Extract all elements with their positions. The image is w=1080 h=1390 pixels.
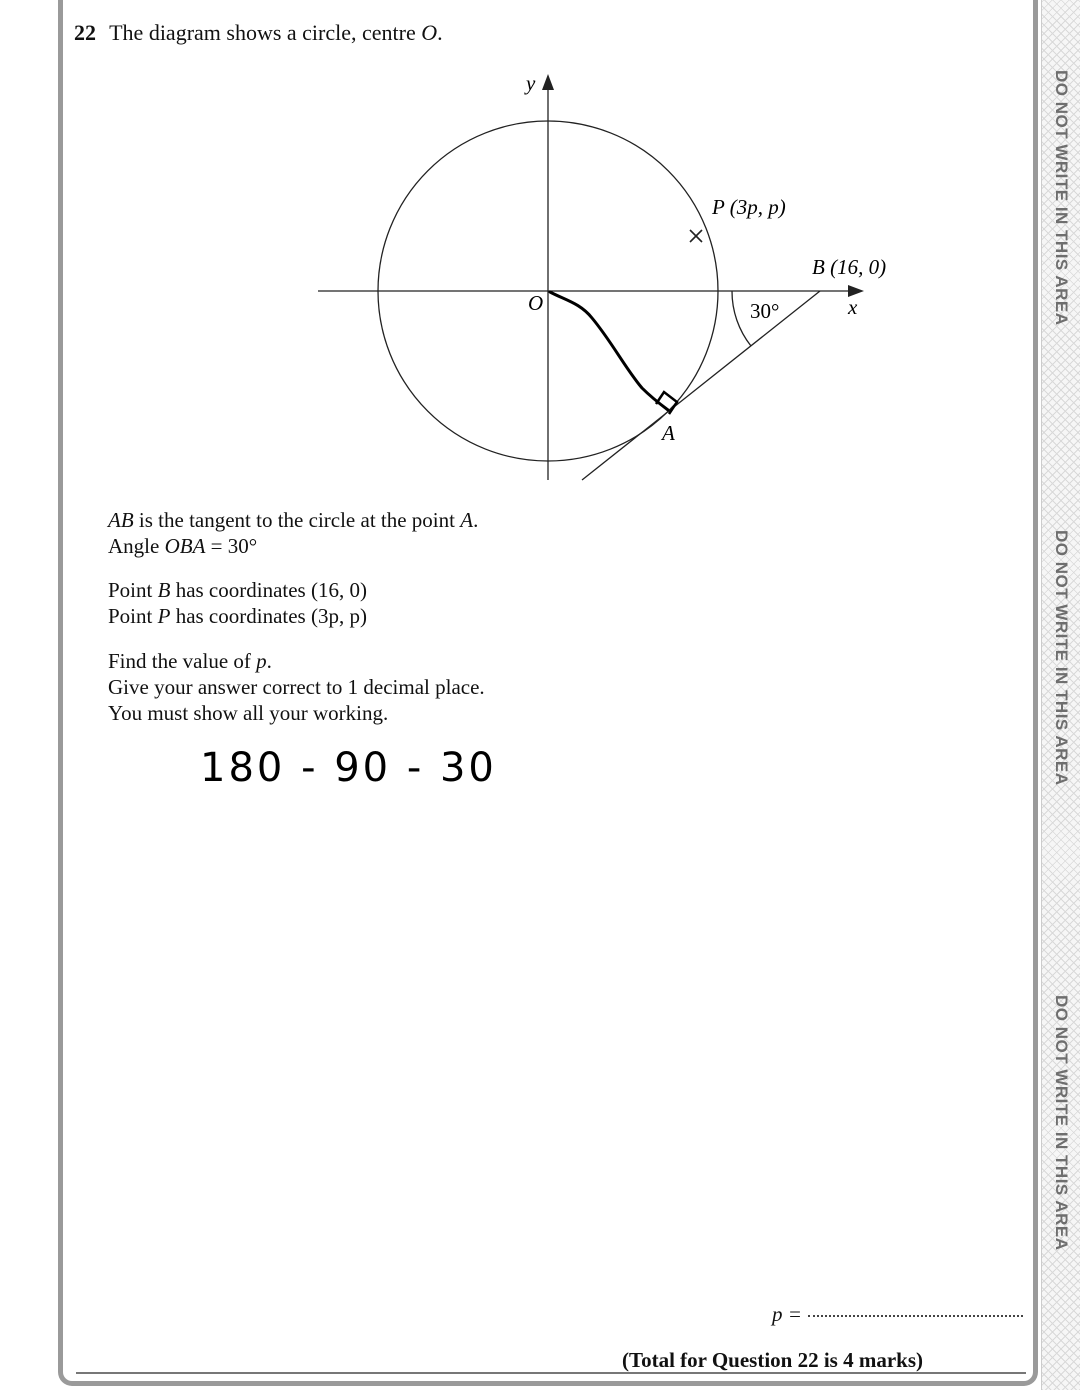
- question-heading: [74, 20, 443, 46]
- margin-warning-3: DO NOT WRITE IN THIS AREA: [1052, 995, 1071, 1251]
- circle-diagram: [300, 66, 920, 496]
- instruction-decimal: Give your answer correct to 1 decimal place.: [108, 675, 485, 699]
- statement-point-P: Point P has coordinates (3p, p): [108, 604, 367, 628]
- instruction-working: You must show all your working.: [108, 701, 389, 725]
- total-marks: (Total for Question 22 is 4 marks): [622, 1348, 924, 1372]
- given-statements: [108, 507, 478, 559]
- point-P-label: P (3p, p): [712, 195, 786, 219]
- margin-warning-2: DO NOT WRITE IN THIS AREA: [1052, 530, 1071, 786]
- answer-dotted-line[interactable]: [808, 1315, 1023, 1317]
- origin-label: O: [528, 291, 544, 315]
- question-number: 22: [74, 20, 96, 45]
- statement-angle: Angle OBA = 30°: [108, 534, 258, 558]
- answer-line[interactable]: [772, 1302, 1023, 1327]
- question-intro: The diagram shows a circle, centre: [109, 20, 422, 45]
- instructions: [108, 648, 485, 726]
- answer-label: p =: [772, 1302, 802, 1326]
- point-B-label: B (16, 0): [812, 255, 887, 279]
- y-axis-arrow-icon: [542, 74, 554, 90]
- total-rule: [76, 1372, 1026, 1374]
- statement-point-B: Point B has coordinates (16, 0): [108, 578, 367, 602]
- margin-warning-1: DO NOT WRITE IN THIS AREA: [1052, 70, 1071, 326]
- y-axis-label: y: [526, 71, 536, 95]
- point-statements: [108, 577, 367, 629]
- x-axis-label: x: [848, 295, 858, 319]
- question-intro-var: O: [421, 20, 438, 45]
- statement-tangent: AB is the tangent to the circle at the point A.: [108, 508, 479, 532]
- angle-arc: [732, 291, 751, 346]
- handwritten-radius-OA: [550, 292, 668, 410]
- point-A-label: A: [662, 421, 675, 445]
- angle-label: 30°: [750, 299, 780, 323]
- question-intro-end: .: [437, 20, 443, 45]
- handwritten-working: 180 - 90 - 30: [200, 745, 497, 791]
- tangent-line-AB: [582, 291, 820, 480]
- margin-hatch: [1041, 0, 1080, 1390]
- instruction-find: Find the value of p.: [108, 649, 272, 673]
